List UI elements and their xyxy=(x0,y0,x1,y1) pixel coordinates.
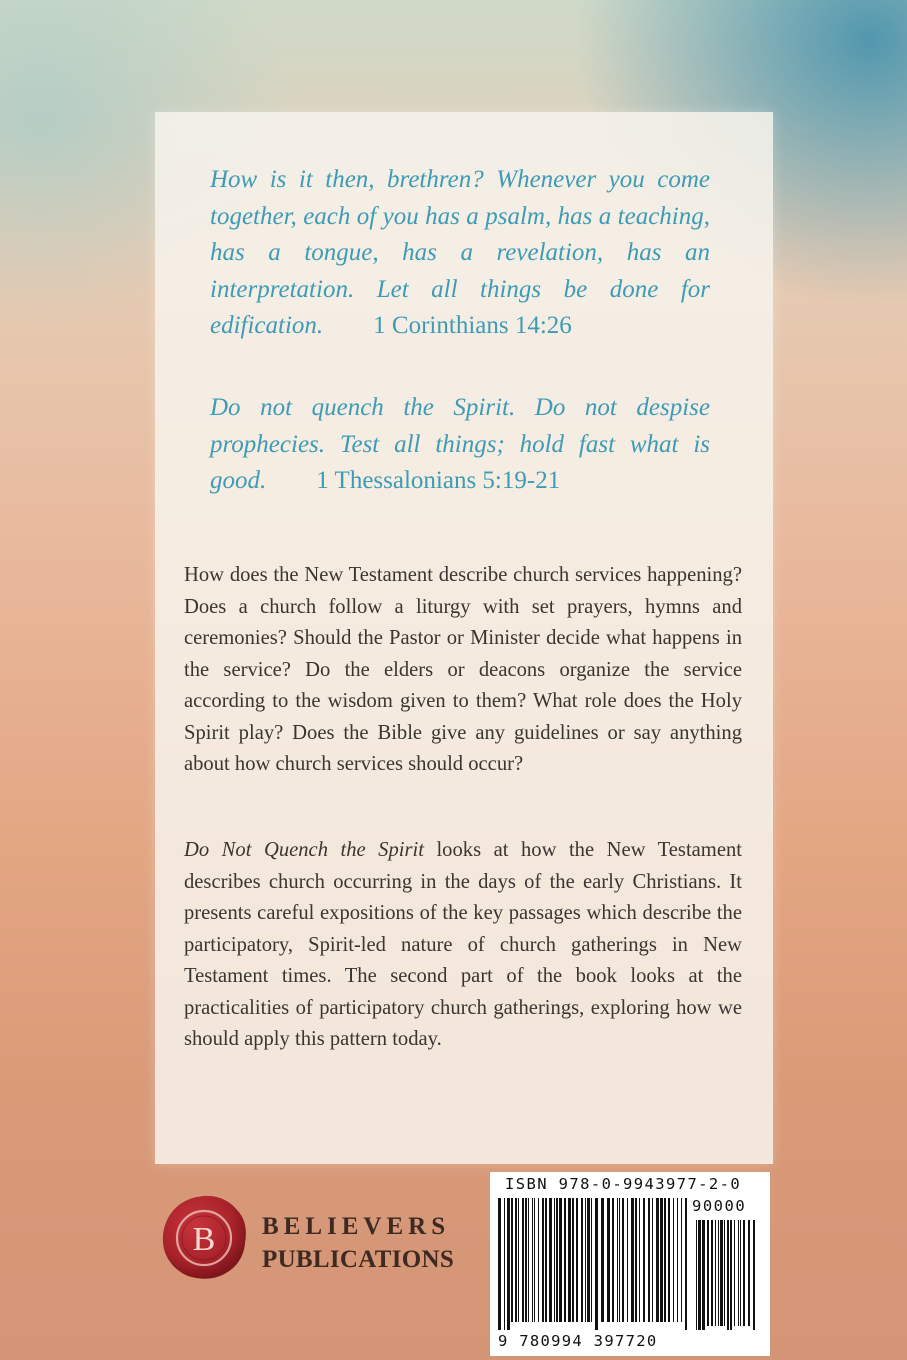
description-paragraph-1: How does the New Testament describe church services happening? Does a church follow a liturgy with set prayers, hymns and ceremonies? Should the Pastor or Minister decide what happens in the service? Do the elders or deacons organize the service according to the wisdom given to them? What role does the Holy Spirit play? Does the Bible give any guidelines or say anything about how church services should occur? xyxy=(184,564,742,775)
barcode-bar xyxy=(576,1198,578,1322)
barcode-bar xyxy=(648,1198,650,1322)
scripture-quote-1 xyxy=(210,162,710,345)
barcode-bar xyxy=(685,1198,687,1330)
barcode-bar xyxy=(652,1198,653,1322)
barcode-bar xyxy=(504,1198,505,1330)
barcode-bar xyxy=(522,1198,524,1322)
description-paragraph-2 xyxy=(184,835,742,1056)
publisher-name-line-1: BELIEVERS xyxy=(262,1213,451,1240)
barcode-bar xyxy=(711,1220,713,1326)
barcode-bar xyxy=(668,1198,670,1322)
barcode-bar xyxy=(696,1220,697,1330)
barcode-bar xyxy=(511,1198,513,1322)
barcode-bar xyxy=(698,1220,701,1330)
barcode-bar xyxy=(587,1198,590,1322)
isbn-barcode xyxy=(490,1172,770,1356)
barcode-bar xyxy=(528,1198,529,1322)
barcode-bar xyxy=(635,1198,637,1322)
barcode-bar xyxy=(525,1198,527,1322)
barcode-bar xyxy=(715,1220,716,1326)
barcode-bar xyxy=(664,1198,666,1322)
barcode-bar xyxy=(595,1198,598,1330)
barcode-bar xyxy=(748,1220,750,1326)
book-title: Do Not Quench the Spirit xyxy=(184,839,424,861)
quote-1-text: How is it then, brethren? Whenever you come together, each of you has a psalm, has a teaching, has a tongue, has a revelation, has an interpretation. Let all things be done for edification. xyxy=(210,166,710,339)
publisher-seal-logo xyxy=(160,1193,248,1281)
barcode-bar xyxy=(607,1198,610,1322)
scripture-quote-2 xyxy=(210,390,710,500)
quote-2-text: Do not quench the Spirit. Do not despise prophecies. Test all things; hold fast what is good. xyxy=(210,394,710,494)
barcode-bar xyxy=(643,1198,645,1322)
barcode-bar xyxy=(612,1198,614,1322)
barcode-bar xyxy=(498,1198,501,1330)
barcode-bar xyxy=(734,1220,735,1326)
addon-barcode-bars xyxy=(696,1220,760,1330)
barcode-bar xyxy=(617,1198,618,1322)
barcode-bar xyxy=(572,1198,574,1322)
barcode-bar xyxy=(568,1198,571,1322)
barcode-bar xyxy=(554,1198,555,1322)
barcode-bars xyxy=(498,1198,692,1330)
barcode-bar xyxy=(753,1220,755,1330)
quote-1-reference: 1 Corinthians 14:26 xyxy=(373,312,572,339)
isbn-label: ISBN 978-0-9943977-2-0 xyxy=(505,1175,742,1193)
barcode-bar xyxy=(707,1220,709,1326)
barcode-addon-digits: 90000 xyxy=(692,1197,747,1215)
barcode-bar xyxy=(532,1198,533,1322)
seal-letter: B xyxy=(192,1221,216,1258)
barcode-bar xyxy=(559,1198,562,1322)
barcode-bar xyxy=(507,1198,510,1330)
barcode-bar xyxy=(673,1198,674,1322)
barcode-bar xyxy=(556,1198,558,1322)
barcode-bar xyxy=(656,1198,659,1322)
barcode-bar xyxy=(622,1198,624,1322)
publisher-name-line-2: PUBLICATIONS xyxy=(262,1246,455,1273)
barcode-bar xyxy=(545,1198,547,1322)
barcode-bar xyxy=(515,1198,517,1322)
barcode-bar xyxy=(518,1198,519,1322)
barcode-bar xyxy=(740,1220,741,1326)
barcode-bar xyxy=(730,1220,732,1330)
barcode-bar xyxy=(619,1198,620,1322)
barcode-bar xyxy=(591,1198,592,1322)
barcode-bar xyxy=(585,1198,586,1322)
barcode-bar xyxy=(724,1220,725,1326)
barcode-bar xyxy=(720,1220,723,1326)
barcode-bar xyxy=(727,1220,729,1330)
barcode-bar xyxy=(743,1220,745,1326)
barcode-bar xyxy=(677,1198,678,1322)
barcode-bar xyxy=(542,1198,544,1322)
barcode-bar xyxy=(564,1198,566,1322)
barcode-bar xyxy=(581,1198,583,1322)
barcode-bar xyxy=(538,1198,539,1322)
barcode-bar xyxy=(639,1198,640,1322)
barcode-bar xyxy=(660,1198,663,1322)
barcode-bar xyxy=(601,1198,604,1322)
barcode-bar xyxy=(534,1198,535,1322)
barcode-bar xyxy=(681,1198,682,1322)
barcode-bar xyxy=(718,1220,719,1326)
quote-2-reference: 1 Thessalonians 5:19-21 xyxy=(316,467,561,494)
barcode-bar xyxy=(627,1198,628,1322)
description-paragraph-2-rest: looks at how the New Testament describes church occurring in the days of the early Christians. It presents careful expositions of the key passages which describe the participatory, Spirit-led nature of church gatherings in New Testament times. The second part of the book looks at the practicalities of participatory church gatherings, exploring how we should apply this pattern today. xyxy=(184,839,742,1050)
ean-digits: 9 780994 397720 xyxy=(498,1332,658,1350)
barcode-bar xyxy=(702,1220,705,1330)
barcode-bar xyxy=(631,1198,634,1322)
barcode-bar xyxy=(738,1220,739,1326)
barcode-bar xyxy=(549,1198,552,1322)
